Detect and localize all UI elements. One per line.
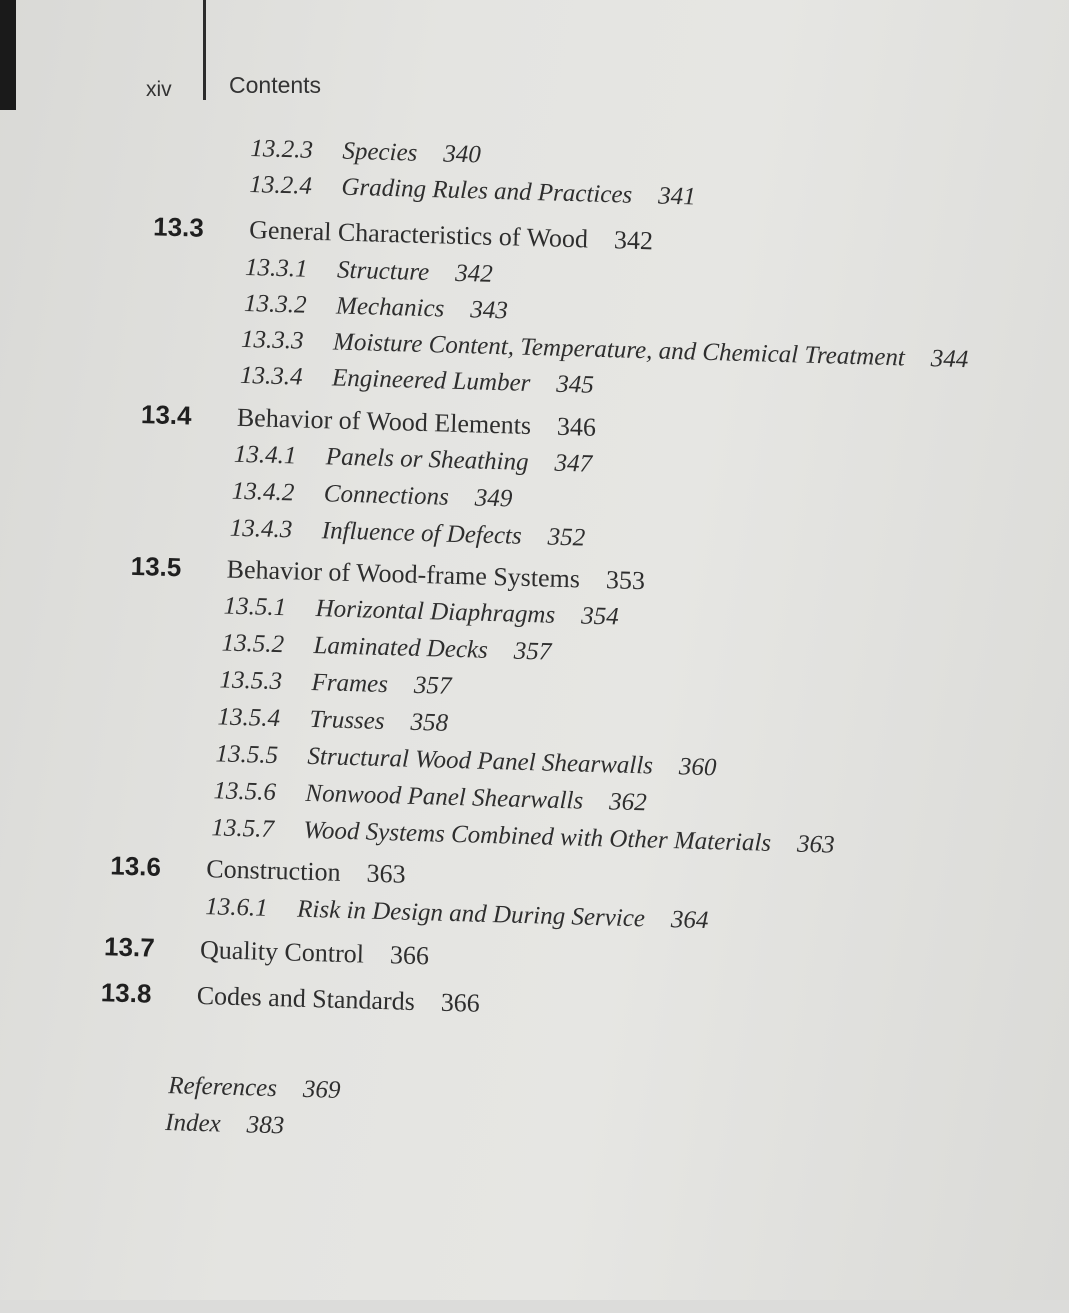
toc-entry-title: Horizontal Diaphragms bbox=[315, 595, 556, 629]
toc-index[interactable] bbox=[165, 1110, 285, 1138]
page-number: xiv bbox=[146, 78, 172, 101]
toc-entry-title: Moisture Content, Temperature, and Chemical Treatment bbox=[332, 328, 906, 372]
toc-section-number: 13.5 bbox=[130, 550, 182, 583]
toc-entry-13-3-4[interactable] bbox=[240, 363, 594, 398]
toc-entry-title: Engineered Lumber bbox=[331, 364, 531, 397]
toc-section-title: Quality Control bbox=[199, 934, 365, 969]
toc-entry-13-5-3[interactable] bbox=[219, 667, 451, 698]
toc-section-title: Behavior of Wood-frame Systems bbox=[226, 554, 581, 594]
toc-section-13-5[interactable] bbox=[130, 550, 646, 596]
toc-entry-13-5-1[interactable] bbox=[223, 593, 619, 629]
toc-entry-number: 13.5.2 bbox=[221, 629, 285, 659]
toc-section-13-8[interactable] bbox=[100, 979, 480, 1017]
toc-entry-13-3-1[interactable] bbox=[245, 255, 493, 287]
toc-section-page: 346 bbox=[556, 411, 597, 442]
toc-references-title: References bbox=[167, 1072, 278, 1103]
toc-index-page: 383 bbox=[246, 1111, 285, 1140]
toc-entry-13-5-4[interactable] bbox=[217, 704, 448, 735]
toc-entry-number: 13.2.3 bbox=[250, 135, 314, 164]
toc-section-title: Construction bbox=[205, 854, 342, 887]
toc-entry-page: 343 bbox=[469, 296, 509, 325]
toc-section-13-3[interactable] bbox=[153, 213, 653, 254]
toc-entry-page: 349 bbox=[474, 484, 513, 513]
toc-entry-number: 13.5.3 bbox=[219, 666, 283, 696]
toc-section-number: 13.8 bbox=[100, 977, 152, 1009]
toc-entry-title: Nonwood Panel Shearwalls bbox=[305, 779, 584, 815]
toc-entry-number: 13.5.4 bbox=[217, 703, 281, 733]
toc-entry-title: Wood Systems Combined with Other Materials bbox=[303, 816, 772, 857]
toc-section-page: 342 bbox=[613, 225, 654, 256]
toc-entry-page: 354 bbox=[580, 602, 620, 631]
toc-entry-number: 13.5.1 bbox=[223, 592, 287, 622]
toc-section-title: Behavior of Wood Elements bbox=[236, 402, 532, 441]
toc-entry-title: Trusses bbox=[309, 705, 385, 736]
toc-section-title: General Characteristics of Wood bbox=[248, 215, 589, 254]
toc-entry-page: 342 bbox=[454, 259, 494, 288]
toc-entry-page: 352 bbox=[547, 523, 586, 552]
toc-section-title: Codes and Standards bbox=[196, 980, 416, 1016]
toc-entry-13-6-1[interactable] bbox=[205, 894, 709, 933]
toc-entry-title: Species bbox=[342, 137, 418, 167]
toc-entry-page: 358 bbox=[410, 708, 449, 737]
toc-entry-title: Risk in Design and During Service bbox=[296, 895, 646, 933]
toc-entry-title: Laminated Decks bbox=[313, 632, 489, 664]
toc-entry-page: 364 bbox=[670, 906, 709, 935]
toc-entry-page: 360 bbox=[678, 753, 717, 782]
toc-entry-page: 344 bbox=[930, 345, 969, 374]
toc-section-page: 366 bbox=[440, 987, 481, 1018]
toc-entry-page: 347 bbox=[554, 449, 593, 478]
toc-section-13-6[interactable] bbox=[110, 852, 406, 887]
toc-entry-number: 13.3.3 bbox=[240, 325, 304, 355]
toc-entry-number: 13.4.2 bbox=[231, 477, 295, 507]
toc-entry-page: 357 bbox=[413, 671, 452, 700]
toc-references-page: 369 bbox=[302, 1075, 341, 1104]
toc-entry-title: Structure bbox=[336, 256, 430, 287]
toc-entry-13-2-4[interactable] bbox=[249, 172, 696, 209]
toc-entry-number: 13.2.4 bbox=[249, 171, 313, 200]
toc-entry-13-5-5[interactable] bbox=[215, 741, 717, 780]
toc-entry-title: Grading Rules and Practices bbox=[341, 173, 633, 209]
toc-entry-page: 345 bbox=[555, 370, 595, 399]
toc-section-number: 13.7 bbox=[103, 931, 156, 963]
toc-entry-number: 13.4.1 bbox=[233, 440, 297, 470]
toc-entry-page: 362 bbox=[608, 788, 648, 817]
toc-section-page: 363 bbox=[366, 858, 407, 889]
toc-entry-number: 13.3.2 bbox=[243, 289, 307, 319]
running-head: Contents bbox=[229, 72, 322, 98]
toc-entry-13-5-6[interactable] bbox=[213, 778, 647, 815]
toc-entry-page: 341 bbox=[657, 182, 697, 211]
toc-section-13-4[interactable] bbox=[141, 401, 597, 441]
toc-entry-13-3-2[interactable] bbox=[244, 291, 508, 323]
toc-entry-number: 13.5.7 bbox=[211, 814, 275, 843]
toc-entry-13-5-7[interactable] bbox=[211, 815, 835, 857]
toc-entry-title: Frames bbox=[311, 668, 389, 699]
toc-entry-13-5-2[interactable] bbox=[221, 630, 551, 664]
toc-section-page: 366 bbox=[389, 940, 430, 971]
toc-entry-number: 13.4.3 bbox=[229, 514, 293, 544]
toc-entry-title: Panels or Sheathing bbox=[325, 443, 529, 476]
toc-entry-page: 363 bbox=[796, 830, 835, 859]
toc-section-number: 13.6 bbox=[109, 850, 162, 882]
toc-section-13-7[interactable] bbox=[104, 933, 430, 969]
toc-section-number: 13.3 bbox=[152, 211, 205, 243]
toc-entry-title: Structural Wood Panel Shearwalls bbox=[307, 742, 654, 780]
toc-entry-page: 340 bbox=[442, 140, 482, 169]
toc-entry-13-4-1[interactable] bbox=[234, 442, 593, 477]
toc-entry-number: 13.6.1 bbox=[204, 893, 269, 922]
toc-entry-number: 13.5.5 bbox=[215, 740, 279, 770]
toc-entry-number: 13.3.1 bbox=[244, 253, 308, 283]
toc-references[interactable] bbox=[168, 1073, 341, 1103]
toc-entry-13-4-2[interactable] bbox=[232, 479, 513, 512]
toc-entry-13-2-3[interactable] bbox=[250, 136, 481, 167]
toc-entry-title: Influence of Defects bbox=[321, 517, 523, 550]
toc-entry-page: 357 bbox=[513, 637, 552, 666]
toc-entry-number: 13.3.4 bbox=[239, 361, 303, 391]
toc-entry-13-4-3[interactable] bbox=[230, 516, 586, 551]
toc-section-number: 13.4 bbox=[140, 399, 193, 431]
toc-index-title: Index bbox=[164, 1109, 222, 1138]
toc-entry-number: 13.5.6 bbox=[213, 777, 277, 807]
toc-entry-title: Connections bbox=[323, 480, 450, 511]
toc-section-page: 353 bbox=[605, 565, 646, 596]
toc-entry-title: Mechanics bbox=[335, 292, 445, 323]
